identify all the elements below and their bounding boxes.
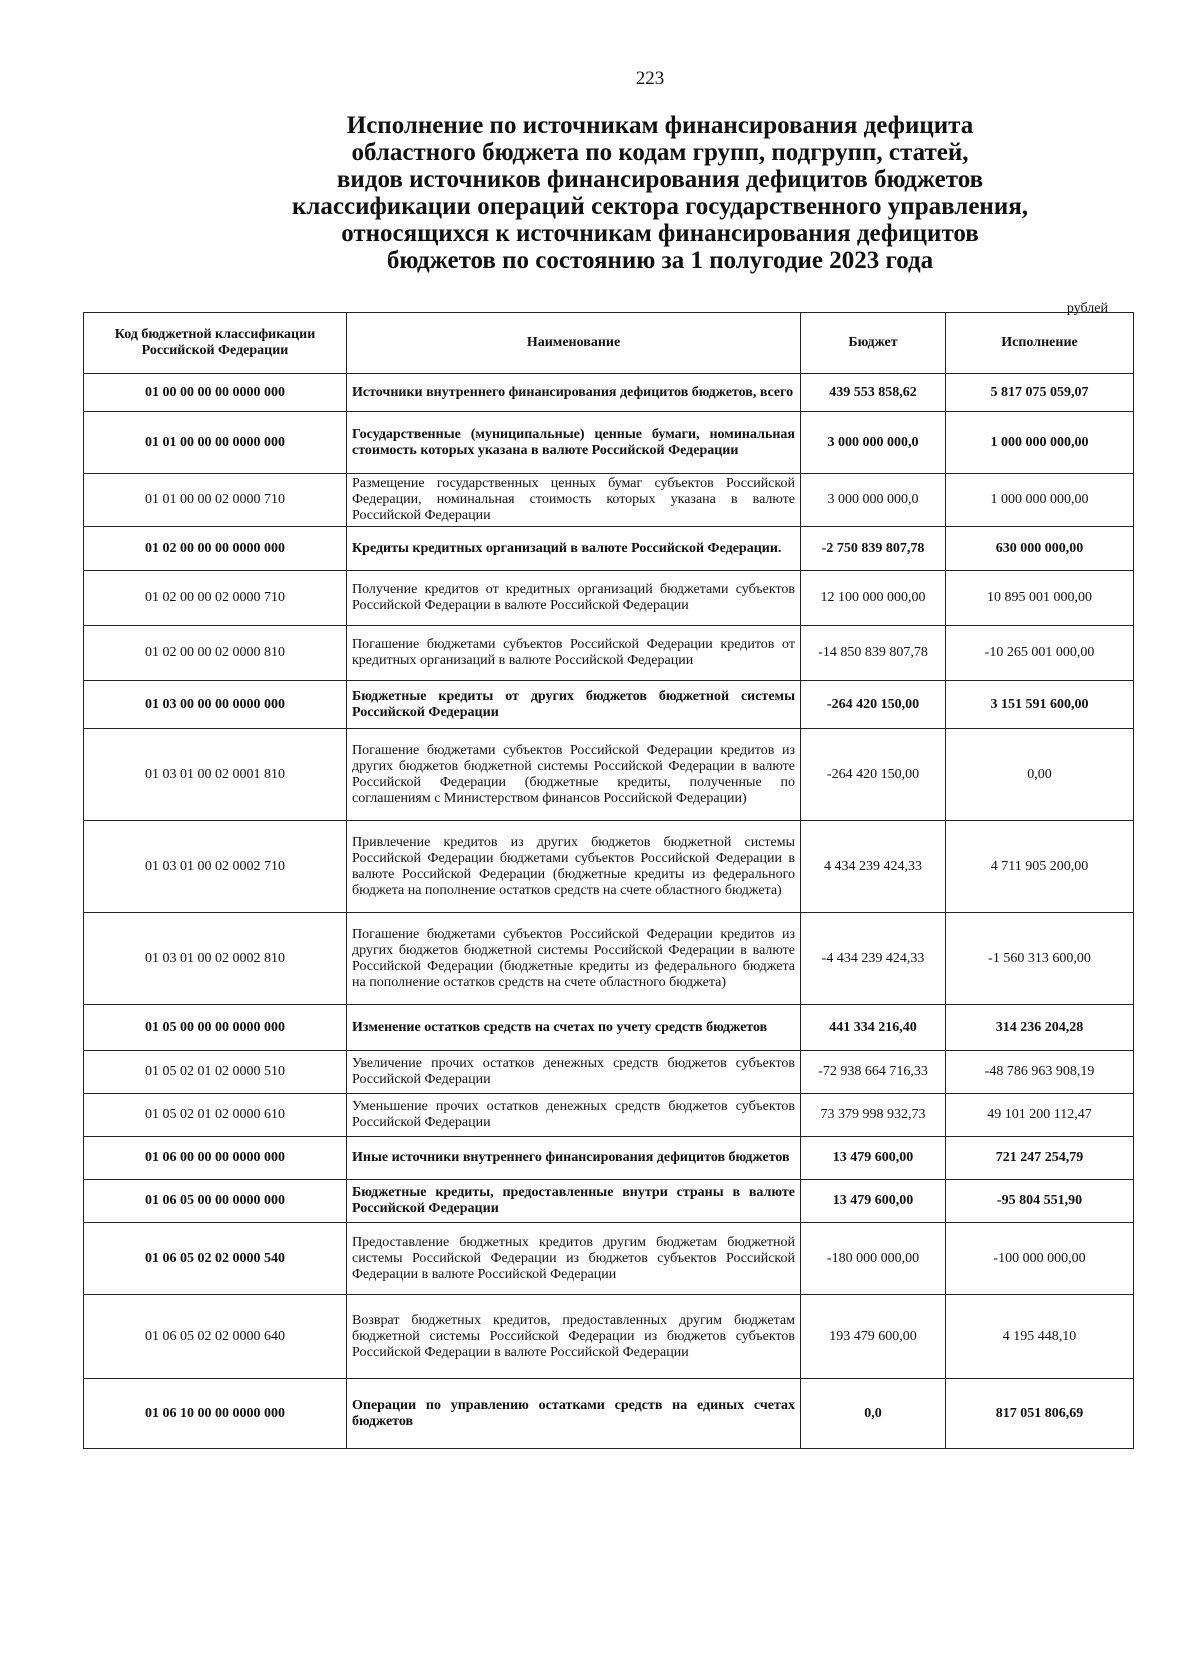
row-budget: 441 334 216,40 [801,1005,946,1051]
row-code: 01 01 00 00 02 0000 710 [84,474,347,527]
row-budget: 3 000 000 000,0 [801,474,946,527]
row-budget: 73 379 998 932,73 [801,1094,946,1137]
row-name: Погашение бюджетами субъектов Российской Федерации кредитов от кредитных организаций в валюте Российской Федерации [347,626,801,681]
row-code: 01 02 00 00 00 0000 000 [84,527,347,571]
budget-sources-table [83,312,1134,1449]
title-line: классификации операций сектора государственного управления, [291,193,1028,220]
row-execution: 3 151 591 600,00 [946,681,1134,729]
table-row [84,1137,1134,1180]
row-code: 01 06 10 00 00 0000 000 [84,1379,347,1449]
document-title [220,112,1100,274]
table-row [84,1005,1134,1051]
header-execution: Исполнение [946,313,1134,374]
row-code: 01 05 02 01 02 0000 510 [84,1051,347,1094]
row-budget: -72 938 664 716,33 [801,1051,946,1094]
row-execution: 5 817 075 059,07 [946,374,1134,412]
row-execution: 4 711 905 200,00 [946,821,1134,913]
row-budget: 12 100 000 000,00 [801,571,946,626]
row-code: 01 03 01 00 02 0002 810 [84,913,347,1005]
row-budget: -264 420 150,00 [801,681,946,729]
row-code: 01 03 01 00 02 0002 710 [84,821,347,913]
row-code: 01 06 00 00 00 0000 000 [84,1137,347,1180]
row-budget: -4 434 239 424,33 [801,913,946,1005]
row-name: Погашение бюджетами субъектов Российской Федерации кредитов из других бюджетов бюджетной системы Российской Федерации в валюте Российской Федерации (бюджетные кредиты, полученные по соглашениям с Министерством финансов Российской Федерации) [347,729,801,821]
row-code: 01 05 02 01 02 0000 610 [84,1094,347,1137]
row-name: Бюджетные кредиты, предоставленные внутри страны в валюте Российской Федерации [347,1180,801,1223]
table-row [84,571,1134,626]
row-budget: 3 000 000 000,0 [801,412,946,474]
row-name: Иные источники внутреннего финансирования дефицитов бюджетов [347,1137,801,1180]
row-execution: 314 236 204,28 [946,1005,1134,1051]
table-row [84,1379,1134,1449]
row-name: Погашение бюджетами субъектов Российской Федерации кредитов из других бюджетов бюджетной системы Российской Федерации в валюте Российской Федерации (бюджетные кредиты из федерального бюджета на пополнение остатков средств на счете областного бюджета) [347,913,801,1005]
table-row [84,412,1134,474]
row-name: Уменьшение прочих остатков денежных средств бюджетов субъектов Российской Федерации [347,1094,801,1137]
title-line: Исполнение по источникам финансирования дефицита [346,112,974,139]
row-execution: 1 000 000 000,00 [946,412,1134,474]
title-line: бюджетов по состоянию за 1 полугодие 2023 года [386,247,934,274]
row-name: Государственные (муниципальные) ценные бумаги, номинальная стоимость которых указана в валюте Российской Федерации [347,412,801,474]
table-header-row [84,313,1134,374]
table-row [84,474,1134,527]
row-code: 01 00 00 00 00 0000 000 [84,374,347,412]
row-budget: 439 553 858,62 [801,374,946,412]
row-budget: 13 479 600,00 [801,1180,946,1223]
row-name: Возврат бюджетных кредитов, предоставленных другим бюджетам бюджетной системы Российской Федерации из бюджетов субъектов Российской Федерации в валюте Российской Федерации [347,1295,801,1379]
row-execution: -10 265 001 000,00 [946,626,1134,681]
row-execution: 721 247 254,79 [946,1137,1134,1180]
row-budget: -264 420 150,00 [801,729,946,821]
page-number: 223 [635,68,665,89]
row-code: 01 06 05 00 00 0000 000 [84,1180,347,1223]
table-row [84,527,1134,571]
row-execution: 0,00 [946,729,1134,821]
row-execution: 630 000 000,00 [946,527,1134,571]
table-row [84,913,1134,1005]
row-code: 01 05 00 00 00 0000 000 [84,1005,347,1051]
row-code: 01 03 01 00 02 0001 810 [84,729,347,821]
row-budget: -180 000 000,00 [801,1223,946,1295]
row-execution: -95 804 551,90 [946,1180,1134,1223]
table-row [84,821,1134,913]
row-execution: 4 195 448,10 [946,1295,1134,1379]
row-code: 01 03 00 00 00 0000 000 [84,681,347,729]
row-code: 01 06 05 02 02 0000 640 [84,1295,347,1379]
table-row [84,1180,1134,1223]
table-row [84,626,1134,681]
row-name: Предоставление бюджетных кредитов другим бюджетам бюджетной системы Российской Федерации из бюджетов субъектов Российской Федерации в валюте Российской Федерации [347,1223,801,1295]
row-name: Получение кредитов от кредитных организаций бюджетами субъектов Российской Федерации в валюте Российской Федерации [347,571,801,626]
row-name: Увеличение прочих остатков денежных средств бюджетов субъектов Российской Федерации [347,1051,801,1094]
row-name: Источники внутреннего финансирования дефицитов бюджетов, всего [347,374,801,412]
row-execution: -100 000 000,00 [946,1223,1134,1295]
row-execution: 1 000 000 000,00 [946,474,1134,527]
table-row [84,1094,1134,1137]
table-row [84,729,1134,821]
header-budget: Бюджет [801,313,946,374]
row-code: 01 02 00 00 02 0000 810 [84,626,347,681]
row-name: Привлечение кредитов из других бюджетов бюджетной системы Российской Федерации бюджетами субъектов Российской Федерации в валюте Российской Федерации (бюджетные кредиты из федерального бюджета на пополнение остатков средств на счете областного бюджета) [347,821,801,913]
row-execution: -1 560 313 600,00 [946,913,1134,1005]
row-budget: 13 479 600,00 [801,1137,946,1180]
row-name: Кредиты кредитных организаций в валюте Российской Федерации. [347,527,801,571]
row-budget: 193 479 600,00 [801,1295,946,1379]
title-line: видов источников финансирования дефицитов бюджетов [336,166,984,193]
row-name: Бюджетные кредиты от других бюджетов бюджетной системы Российской Федерации [347,681,801,729]
table-body [84,374,1134,1449]
row-name: Размещение государственных ценных бумаг субъектов Российской Федерации, номинальная стоимость которых указана в валюте Российской Федерации [347,474,801,527]
row-budget: -2 750 839 807,78 [801,527,946,571]
row-execution: 817 051 806,69 [946,1379,1134,1449]
row-code: 01 01 00 00 00 0000 000 [84,412,347,474]
table-row [84,1295,1134,1379]
row-execution: 10 895 001 000,00 [946,571,1134,626]
title-line: относящихся к источникам финансирования дефицитов [341,220,979,247]
row-budget: -14 850 839 807,78 [801,626,946,681]
row-execution: 49 101 200 112,47 [946,1094,1134,1137]
row-budget: 4 434 239 424,33 [801,821,946,913]
title-line: областного бюджета по кодам групп, подгрупп, статей, [351,139,969,166]
row-name: Изменение остатков средств на счетах по учету средств бюджетов [347,1005,801,1051]
unit-label: рублей [1066,301,1108,316]
row-code: 01 06 05 02 02 0000 540 [84,1223,347,1295]
table-row [84,374,1134,412]
table-row [84,681,1134,729]
row-execution: -48 786 963 908,19 [946,1051,1134,1094]
table-row [84,1051,1134,1094]
row-code: 01 02 00 00 02 0000 710 [84,571,347,626]
header-name: Наименование [347,313,801,374]
row-budget: 0,0 [801,1379,946,1449]
row-name: Операции по управлению остатками средств на единых счетах бюджетов [347,1379,801,1449]
table-row [84,1223,1134,1295]
header-code: Код бюджетной классификации Российской Федерации [84,313,347,374]
